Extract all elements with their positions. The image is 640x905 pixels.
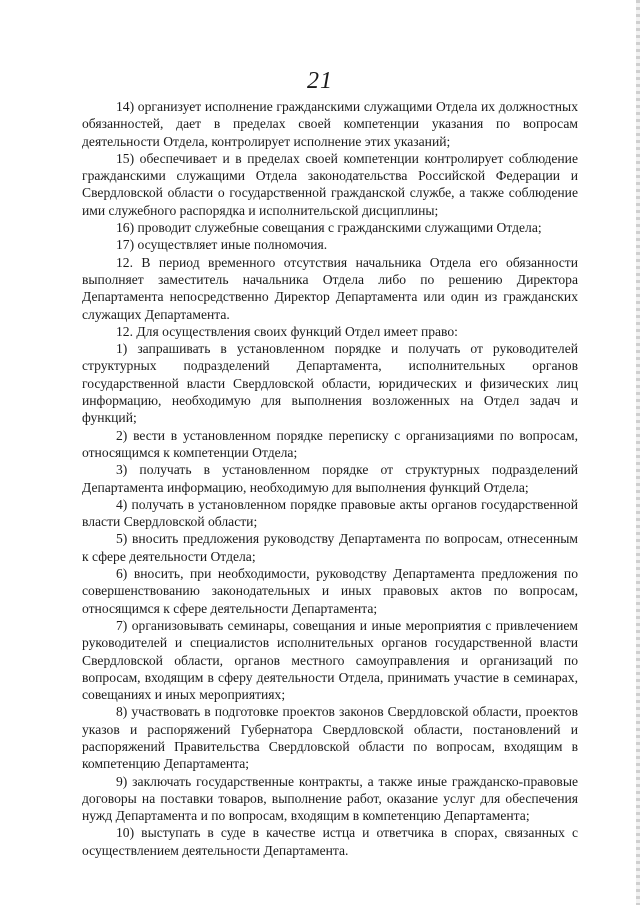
document-body (82, 98, 578, 859)
paragraph-right-8: 8) участвовать в подготовке проектов законов Свердловской области, проектов указов и распоряжений Губернатора Свердловской области, постановлений и распоряжений Правительства Свердловской области по вопросам, входящим в компетенцию Департамента; (82, 704, 578, 772)
paragraph-right-4: 4) получать в установленном порядке правовые акты органов государственной власти Свердловской области; (82, 496, 578, 530)
paragraph-item-15: 15) обеспечивает и в пределах своей компетенции контролирует соблюдение гражданскими служащими Отдела законодательства Российской Федерации и Свердловской области о государственной гражданской службе, а также соблюдение ими служебного распорядка и исполнительской дисциплины; (82, 150, 578, 218)
paragraph-item-14: 14) организует исполнение гражданскими служащими Отдела их должностных обязанностей, дает в пределах своей компетенции указания по вопросам деятельности Отдела, контролирует исполнение этих указаний; (82, 99, 578, 149)
paragraph-section-12-rights: 12. Для осуществления своих функций Отдел имеет право: (116, 323, 458, 339)
paragraph-right-7: 7) организовывать семинары, совещания и иные мероприятия с привлечением руководителей и специалистов исполнительных органов государственной власти Свердловской области, органов местного самоуправления и организаций по вопросам, входящим в сферу деятельности Отдела, принимать участие в семинарах, совещаниях и иных мероприятиях; (82, 617, 578, 703)
paragraph-right-6: 6) вносить, при необходимости, руководству Департамента предложения по совершенствованию законодательных и иных правовых актов по вопросам, относящимся к сфере деятельности Департамента; (82, 566, 578, 616)
page-number: 21 (307, 68, 333, 94)
scan-edge-decoration (636, 0, 640, 905)
paragraph-right-2: 2) вести в установленном порядке переписку с организациями по вопросам, относящимся к компетенции Отдела; (82, 427, 578, 460)
paragraph-right-1: 1) запрашивать в установленном порядке и получать от руководителей структурных подразделений Департамента, исполнительных органов государственной власти Свердловской области, юридических и физических лиц информацию, необходимую для выполнения возложенных на Отдел задач и функций; (82, 341, 578, 426)
paragraph-item-17: 17) осуществляет иные полномочия. (116, 237, 328, 253)
paragraph-right-5: 5) вносить предложения руководству Департамента по вопросам, отнесенным к сфере деятельности Отдела; (82, 531, 578, 564)
paragraph-right-9: 9) заключать государственные контракты, а также иные гражданско-правовые договоры на поставки товаров, выполнение работ, оказание услуг для обеспечения нужд Департамента и по вопросам, входящим в компетенцию Департамента; (82, 773, 578, 824)
paragraph-right-3: 3) получать в установленном порядке от структурных подразделений Департамента информацию, необходимую для выполнения функций Отдела; (82, 462, 578, 495)
paragraph-item-16: 16) проводит служебные совещания с гражданскими служащими Отдела; (116, 220, 542, 236)
paragraph-right-10: 10) выступать в суде в качестве истца и ответчика в спорах, связанных с осуществлением деятельности Департамента. (82, 825, 578, 858)
paragraph-section-12-absence: 12. В период временного отсутствия начальника Отдела его обязанности выполняет заместитель начальника Отдела либо по решению Директора Департамента непосредственно Директор Департамента или один из гражданских служащих Департамента. (82, 254, 578, 322)
